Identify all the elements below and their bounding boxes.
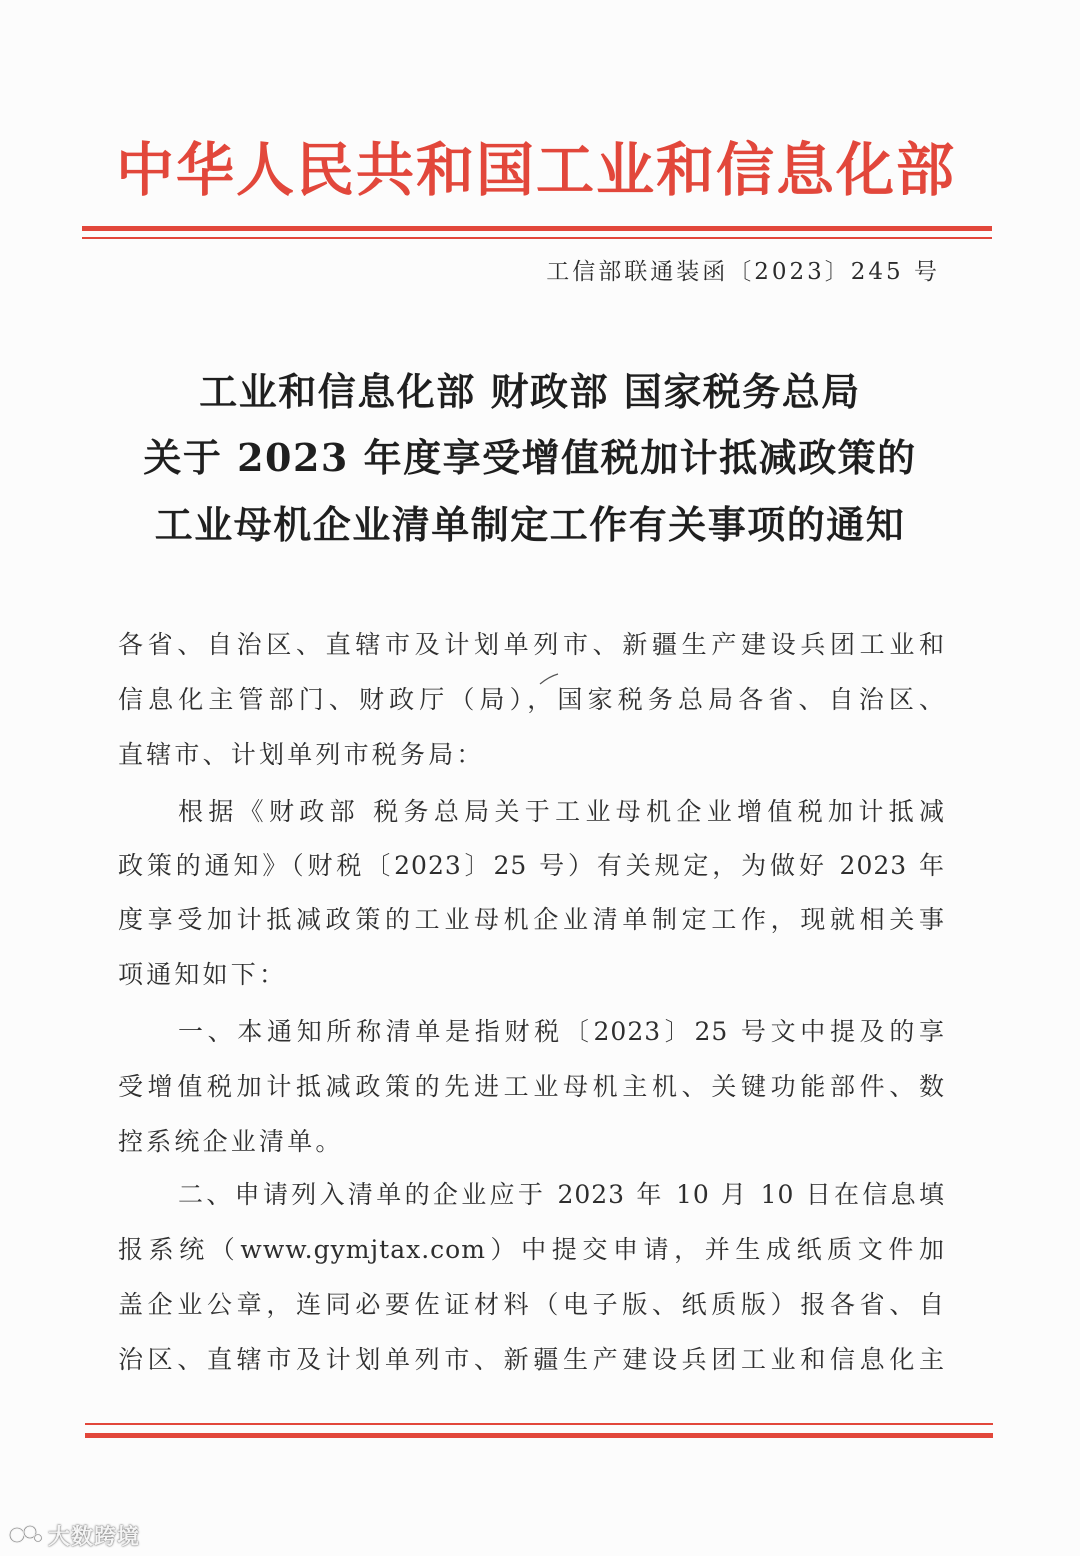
body-line: 度享受加计抵减政策的工业母机企业清单制定工作，现就相关事 — [118, 905, 945, 934]
title-line: 关于 2023 年度享受增值税加计抵减政策的 — [143, 435, 917, 480]
body-line: 根据《财政部 税务总局关于工业母机企业增值税加计抵减 — [178, 797, 945, 826]
document-number: 工信部联通装函〔2023〕245 号 — [546, 259, 940, 285]
watermark — [8, 1518, 140, 1552]
body-line: 控系统企业清单。 — [118, 1127, 344, 1156]
footer-rule-thin — [85, 1423, 993, 1425]
footer-rule-thick — [85, 1433, 993, 1438]
masthead-rule-thick — [82, 226, 992, 231]
body-line: 项通知如下： — [118, 960, 288, 989]
body-line: 治区、直辖市及计划单列市、新疆生产建设兵团工业和信息化主 — [118, 1345, 945, 1374]
body-line: 盖企业公章，连同必要佐证材料（电子版、纸质版）报各省、自 — [118, 1290, 945, 1319]
title-line: 工业母机企业清单制定工作有关事项的通知 — [154, 502, 906, 547]
body-line: 受增值税加计抵减政策的先进工业母机主机、关键功能部件、数 — [118, 1072, 945, 1101]
watermark-brand: 大数跨境 — [48, 1524, 141, 1550]
body-line: 二、申请列入清单的企业应于 2023 年 10 月 10 日在信息填 — [178, 1180, 945, 1209]
body-line: 各省、自治区、直辖市及计划单列市、新疆生产建设兵团工业和 — [118, 630, 945, 659]
title-line: 工业和信息化部 财政部 国家税务总局 — [199, 369, 861, 414]
body-line: 报系统（www.gymjtax.com）中提交申请，并生成纸质文件加 — [118, 1235, 945, 1264]
handwritten-mark — [538, 672, 560, 686]
masthead-title: 中华人民共和国工业和信息化部 — [115, 136, 956, 204]
body-line: 直辖市、计划单列市税务局： — [118, 740, 485, 769]
body-line: 一、本通知所称清单是指财税〔2023〕25 号文中提及的享 — [178, 1017, 945, 1046]
brand-logo-icon — [8, 1522, 44, 1548]
body-line: 信息化主管部门、财政厅（局），国家税务总局各省、自治区、 — [118, 685, 945, 714]
masthead-rule-thin — [82, 237, 992, 239]
body-line: 政策的通知》（财税〔2023〕25 号）有关规定，为做好 2023 年 — [118, 851, 945, 880]
